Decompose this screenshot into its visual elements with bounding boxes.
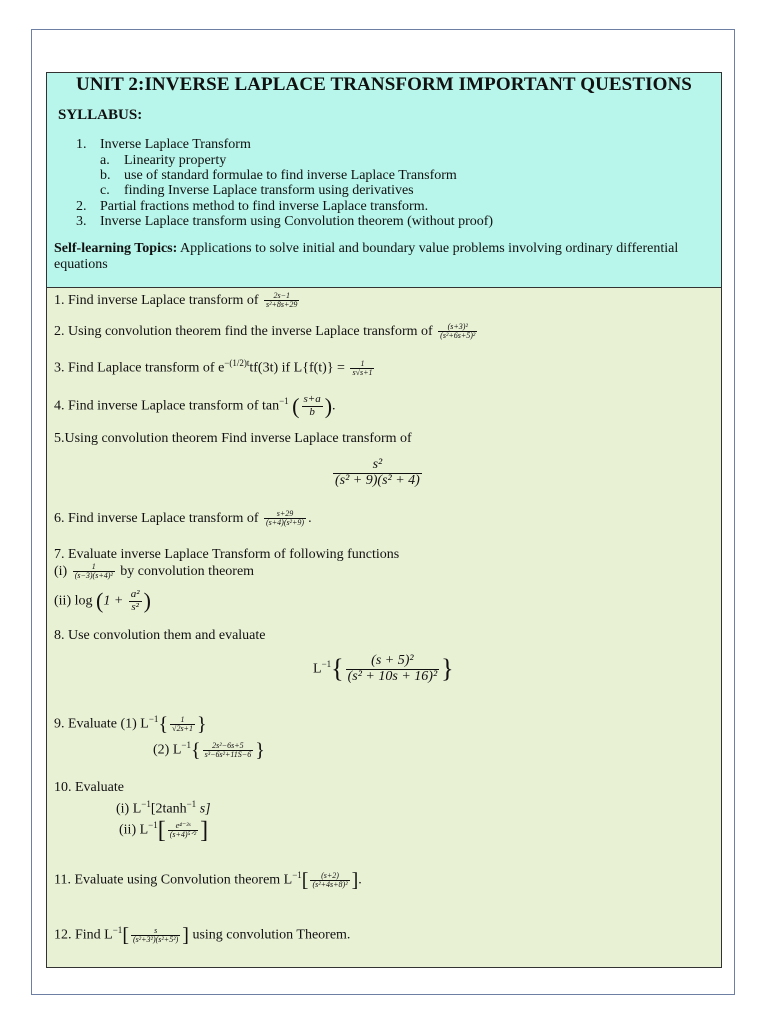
question-7-part-ii: (ii) log (1 + $\frac{\text{a²}}{\text{s²}}$ ): [54, 588, 151, 614]
syllabus-item: 1. Inverse Laplace Transform: [76, 137, 251, 152]
syllabus-subitem: a. Linearity property: [100, 153, 227, 168]
syllabus-heading: SYLLABUS:: [58, 107, 143, 123]
question-6: 6. Find inverse Laplace transform of $\frac{s+29}{\text{(s+4)(s²+9)}}$ .: [54, 509, 312, 528]
questions-panel: [47, 288, 721, 967]
question-2: 2. Using convolution theorem find the inverse Laplace transform of $\frac{\text{(s+3)²}}{\text{(s²+6s+5)²}}$: [54, 322, 476, 341]
question-7-part-i: (i) $\frac{1}{\text{(s−3)(s+4)²}}$ by convolution theorem: [54, 562, 255, 581]
page-title: UNIT 2:INVERSE LAPLACE TRANSFORM IMPORTANT QUESTIONS: [76, 74, 692, 95]
question-10-part-ii: (ii) $L^{-1}$[ $\frac{\text{e⁴⁻³ˢ}}{\text{(s+4)⁵ᐟ²}}$ ]: [119, 817, 209, 844]
question-7: 7. Evaluate inverse Laplace Transform of following functions: [54, 547, 400, 562]
question-12: 12. Find $L^{-1}$[ $\frac{s}{\text{(s²+3²)(s²+5²)}}$ ] using convolution Theorem.: [54, 924, 351, 947]
syllabus-subitem: b. use of standard formulae to find inverse Laplace Transform: [100, 168, 457, 183]
question-5: 5.Using convolution theorem Find inverse Laplace transform of: [54, 431, 412, 446]
question-8: 8. Use convolution them and evaluate: [54, 628, 266, 643]
question-11: 11. Evaluate using Convolution theorem $L^{-1}$[ $\frac{(s+2)}{\text{(s²+4s+8)²}}$ ].: [54, 869, 362, 892]
question-3: 3. Find Laplace transform of $e^{-(1/2)t}tf(3t)$ if L{f(t)} = $\frac{1}{s√s+1}$: [54, 358, 373, 377]
question-10: 10. Evaluate: [54, 780, 124, 795]
syllabus-item: 2. Partial fractions method to find inverse Laplace transform.: [76, 199, 429, 214]
syllabus-item: 3. Inverse Laplace transform using Convolution theorem (without proof): [76, 214, 494, 229]
question-9: 9. Evaluate (1) $L^{-1}${ $\frac{1}{√2s+1}$ }: [54, 713, 207, 736]
syllabus-panel: [47, 73, 721, 288]
question-1: 1. Find inverse Laplace transform of $\frac{2s-1}{\text{s²+8s+29}}$: [54, 291, 298, 310]
question-5-expression: $\frac{\text{s²}}{\text{(s² + 9)(s² + 4)}}$: [335, 457, 420, 488]
question-8-expression: $L^{-1}${ $\frac{\text{(s + 5)²}}{\text{(s² + 10s + 16)²}}$ }: [313, 653, 454, 684]
syllabus-subitem: c. finding Inverse Laplace transform using derivatives: [100, 183, 414, 198]
question-sheet: [46, 72, 722, 968]
self-learning-topics: Self-learning Topics: Applications to solve initial and boundary value problems involving ordinary differential equations: [54, 241, 679, 272]
question-9-part-2: (2) $L^{-1}${ $\frac{\text{2s²−6s+5}}{\text{s³−6s²+11S−6}}$ }: [153, 739, 265, 762]
question-4: 4. Find inverse Laplace transform of $\tan^{-1}$ ( $\frac{s+a}{b}$ ).: [54, 393, 336, 419]
question-10-part-i: (i) $L^{-1}[2\tanh^{-1}$ s]: [116, 799, 211, 817]
